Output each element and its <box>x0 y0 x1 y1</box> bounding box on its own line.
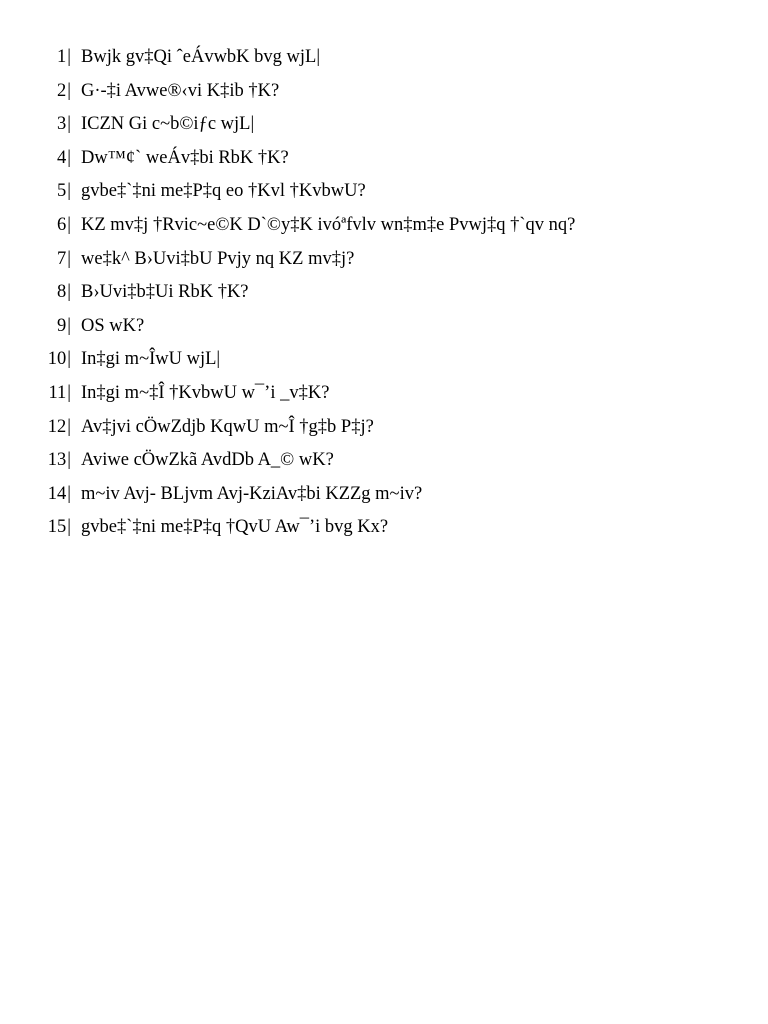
question-number: 1 | <box>57 41 71 75</box>
question-number: 3 | <box>57 108 71 142</box>
question-text: KZ mv‡j †Rvic~e©K D`©y‡K ivóªfvlv wn‡m‡e Pvwj‡q †`qv nq? <box>81 214 576 235</box>
question-text: Av‡jvi cÖwZdjb KqwU m~Î †g‡b P‡j? <box>81 416 374 437</box>
question-number: 14 | <box>48 478 71 512</box>
question-2 <box>0 75 768 109</box>
question-number: 13 | <box>48 444 71 478</box>
question-text: In‡gi m~ÎwU wjL| <box>81 349 221 370</box>
question-number: 4 | <box>57 142 71 176</box>
question-7 <box>0 243 768 277</box>
question-text: gvbe‡`‡ni me‡P‡q eo †Kvl †KvbwU? <box>81 181 366 202</box>
question-13 <box>0 444 768 478</box>
question-11 <box>0 377 768 411</box>
question-text: Aviwe cÖwZkã AvdDb A_© wK? <box>81 450 334 471</box>
question-text: we‡k^ B›Uvi‡bU Pvjy nq KZ mv‡j? <box>81 248 355 269</box>
question-text: Bwjk gv‡Qi ˆeÁvwbK bvg wjL| <box>81 47 321 67</box>
question-number: 9 | <box>57 310 71 344</box>
question-text: gvbe‡`‡ni me‡P‡q †QvU Aw¯’i bvg Kx? <box>81 517 389 538</box>
question-6 <box>0 209 768 243</box>
question-number: 7 | <box>57 243 71 277</box>
question-text: m~iv Avj- BLjvm Avj-KziAv‡bi KZZg m~iv? <box>81 483 423 504</box>
question-number: 5 | <box>57 175 71 209</box>
question-text: ICZN Gi c~b©iƒc wjL| <box>81 114 255 135</box>
question-5 <box>0 175 768 209</box>
question-15 <box>0 511 768 545</box>
question-text: Dw™¢` weÁv‡bi RbK †K? <box>81 147 289 168</box>
question-3 <box>0 108 768 142</box>
question-number: 8 | <box>57 276 71 310</box>
question-number: 12 | <box>48 411 71 445</box>
question-8 <box>0 276 768 310</box>
question-text: G·-‡i Avwe®‹vi K‡ib †K? <box>81 80 280 101</box>
question-4 <box>0 142 768 176</box>
question-number: 2 | <box>57 75 71 109</box>
question-12 <box>0 411 768 445</box>
question-10 <box>0 343 768 377</box>
question-text: OS wK? <box>81 315 145 336</box>
question-number: 15 | <box>48 511 71 545</box>
question-text: In‡gi m~‡Î †KvbwU w¯’i _v‡K? <box>81 382 330 403</box>
question-14 <box>0 478 768 512</box>
question-text: B›Uvi‡b‡Ui RbK †K? <box>81 282 249 303</box>
question-number: 6 | <box>57 209 71 243</box>
question-list <box>0 41 768 545</box>
question-9 <box>0 310 768 344</box>
question-number: 10 | <box>48 343 71 377</box>
question-number: 11 | <box>48 377 71 411</box>
question-1 <box>0 41 768 75</box>
